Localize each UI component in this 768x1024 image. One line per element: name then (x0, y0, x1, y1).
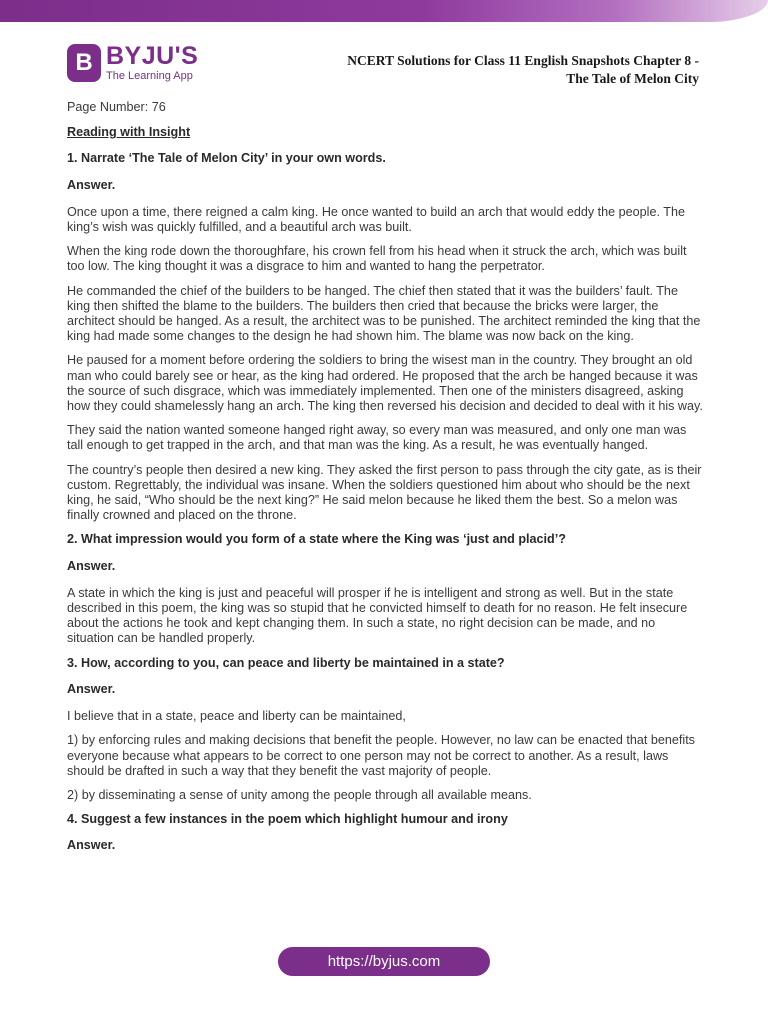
answer-paragraph: They said the nation wanted someone hanged right away, so every man was measured, and only one man was tall enough to get trapped in the arch, and that man was the king. As a result, he was eventually hanged. (67, 423, 687, 453)
answer-paragraph: He paused for a moment before ordering the soldiers to bring the wisest man in the country. They brought an old man who could barely see or hear, as the king had ordered. He proposed that the arch be hanged because it was the source of such disgrace, which was immediately implemented. Then one of the ministers disagreed, asking how they could shamelessly hang an arch. The king then reversed his decision and decided to deal with it his way. (67, 353, 703, 414)
section-heading: Reading with Insight (67, 125, 191, 140)
answer-paragraph: The country’s people then desired a new king. They asked the first person to pass through the city gate, as is their custom. Regrettably, the individual was insane. When the soldiers questioned him about who should be the next king, he said, “Who should be the next king?” He said melon because he liked them the best. So a melon was finally crowned and placed on the throne. (67, 462, 702, 523)
answer-label: Answer. (67, 177, 116, 192)
answer-paragraph: I believe that in a state, peace and liberty can be maintained, (67, 709, 406, 724)
question-2: 2. What impression would you form of a state where the King was ‘just and placid’? (67, 532, 566, 547)
question-4: 4. Suggest a few instances in the poem which highlight humour and irony (67, 812, 508, 827)
logo-tagline: The Learning App (106, 70, 193, 82)
answer-label: Answer. (67, 681, 116, 696)
logo-mark: B (67, 44, 101, 82)
title-line-2: The Tale of Melon City (566, 71, 699, 86)
answer-label: Answer. (67, 838, 116, 853)
question-3: 3. How, according to you, can peace and liberty be maintained in a state? (67, 655, 505, 670)
byjus-logo (67, 44, 198, 82)
footer-url-link[interactable]: https://byjus.com (278, 947, 490, 976)
answer-label: Answer. (67, 558, 116, 573)
answer-paragraph: 2) by disseminating a sense of unity among the people through all available means. (67, 787, 532, 802)
question-1: 1. Narrate ‘The Tale of Melon City’ in your own words. (67, 151, 386, 166)
page-number: Page Number: 76 (67, 100, 166, 114)
document-title (347, 52, 699, 88)
answer-paragraph: When the king rode down the thoroughfare, his crown fell from his head when it struck the arch, which was built too low. The king thought it was a disgrace to him and wanted to hang the perpetrator. (67, 244, 687, 274)
title-line-1: NCERT Solutions for Class 11 English Snapshots Chapter 8 - (347, 53, 699, 68)
logo-name: BYJU'S (106, 42, 199, 70)
answer-paragraph: 1) by enforcing rules and making decisions that benefit the people. However, no law can be enacted that benefits everyone because what appears to be correct to one person may not be correct to another. As a result, laws should be drafted in such a way that they benefit the vast majority of people. (67, 733, 695, 778)
top-decorative-band (0, 0, 768, 22)
page-content (67, 100, 703, 866)
answer-paragraph: A state in which the king is just and peaceful will prosper if he is intelligent and strong as well. But in the state described in this poem, the king was so stupid that he convicted himself to death for no reason. He felt insecure about the actions he took and kept changing them. In such a state, no right decision can be made, and no situation can be handled properly. (67, 585, 688, 646)
answer-paragraph: Once upon a time, there reigned a calm king. He once wanted to build an arch that would eddy the people. The king’s wish was quickly fulfilled, and a beautiful arch was built. (67, 204, 685, 235)
answer-paragraph: He commanded the chief of the builders to be hanged. The chief then stated that it was the builders’ fault. The king then shifted the blame to the builders. The builders then cried that because the bricks were larger, the architect should be hanged. As a result, the architect was to be punished. The architect reminded the king that the king had made some changes to the design he had shown him. The blame was now back on the king. (67, 283, 701, 344)
